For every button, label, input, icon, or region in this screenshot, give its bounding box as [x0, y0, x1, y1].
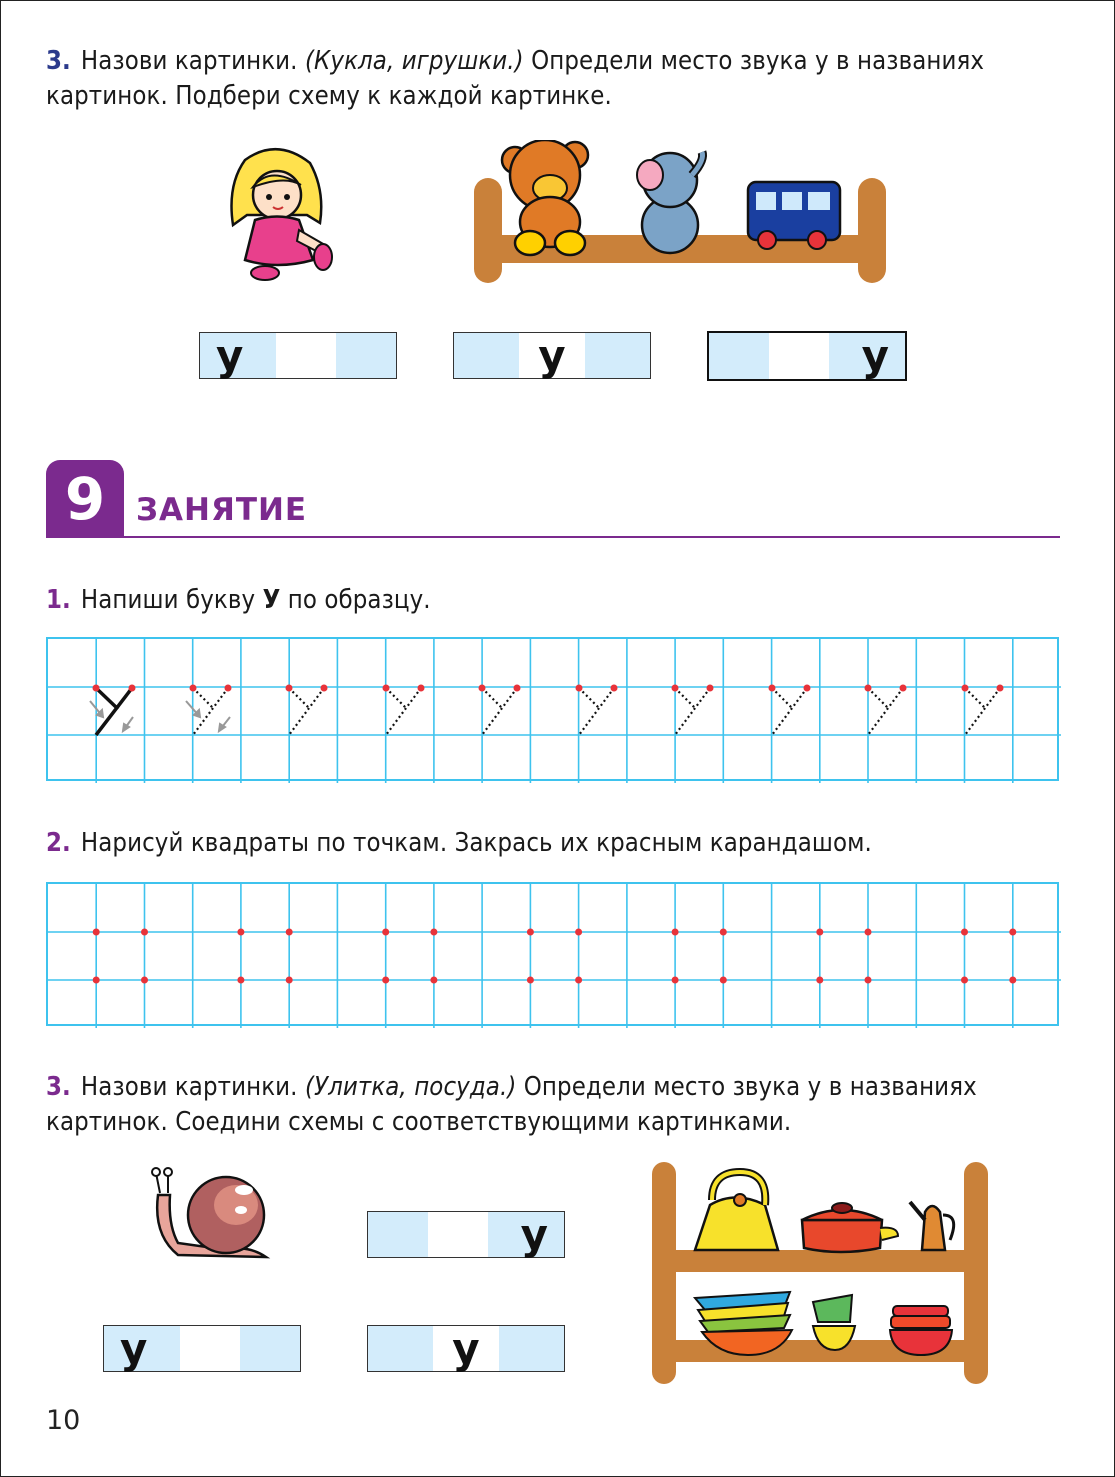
sound-scheme-middle[interactable] [453, 332, 651, 379]
scheme-cell-1: у [104, 1326, 180, 1371]
squares-grid-lines [48, 884, 1061, 1028]
snail-picture [148, 1165, 273, 1262]
instruction-text-line2: картинок. Соедини схемы с соответствующими картинками. [46, 1107, 792, 1137]
task-number: 3. [46, 1072, 71, 1102]
sound-scheme-middle[interactable] [367, 1325, 565, 1372]
page-number: 10 [46, 1405, 81, 1436]
scheme-cell-3 [499, 1326, 564, 1371]
sound-scheme-end[interactable] [707, 331, 907, 381]
scheme-cell-3 [240, 1326, 300, 1371]
instruction-text: Назови картинки. [80, 1072, 298, 1102]
scheme-cell-2: у [519, 333, 584, 378]
task2-instruction [46, 826, 872, 861]
squares-drawing-grid[interactable] [46, 882, 1059, 1026]
task1-instruction [46, 583, 431, 618]
target-letter: У [262, 585, 281, 615]
letter-writing-grid[interactable] [46, 637, 1059, 781]
lesson-divider [46, 536, 1060, 538]
scheme-cell-3 [336, 333, 396, 378]
instruction-text: Нарисуй квадраты по точкам. Закрась их красным карандашом. [80, 828, 872, 858]
lesson-number-badge: 9 [46, 460, 124, 538]
instruction-text: Определи место звука у в названиях [531, 46, 985, 76]
task-number: 2. [46, 828, 71, 858]
toys-shelf-picture [470, 140, 890, 285]
sound-scheme-end[interactable] [367, 1211, 565, 1258]
scheme-cell-3 [585, 333, 650, 378]
scheme-cell-1 [368, 1212, 428, 1257]
instruction-text-line2: картинок. Подбери схему к каждой картинке. [46, 81, 612, 111]
top-task-instruction [46, 44, 984, 114]
scheme-cell-1 [709, 333, 769, 379]
scheme-cell-3: у [829, 333, 905, 379]
dishes-shelf-picture [650, 1160, 995, 1385]
scheme-cell-2: у [433, 1326, 498, 1371]
letter-grid-lines [48, 639, 1061, 783]
instruction-text: Напиши букву [80, 585, 256, 615]
instruction-text: Определи место звука у в названиях [523, 1072, 977, 1102]
doll-picture [215, 145, 340, 285]
scheme-cell-1: у [200, 333, 276, 378]
scheme-cell-3: у [488, 1212, 564, 1257]
scheme-cell-2 [276, 333, 336, 378]
square-dots [93, 929, 1017, 984]
task3-instruction [46, 1070, 977, 1140]
scheme-cell-2 [180, 1326, 240, 1371]
scheme-cell-1 [368, 1326, 433, 1371]
scheme-cell-2 [428, 1212, 488, 1257]
sound-scheme-start[interactable] [199, 332, 397, 379]
instruction-text: Назови картинки. [80, 46, 298, 76]
task-number: 3. [46, 46, 71, 76]
hint-text: (Улитка, посуда.) [304, 1072, 517, 1102]
instruction-text: по образцу. [287, 585, 431, 615]
sound-scheme-start[interactable] [103, 1325, 301, 1372]
hint-text: (Кукла, игрушки.) [304, 46, 524, 76]
scheme-cell-2 [769, 333, 829, 379]
task-number: 1. [46, 585, 71, 615]
lesson-title: ЗАНЯТИЕ [136, 492, 308, 528]
scheme-cell-1 [454, 333, 519, 378]
